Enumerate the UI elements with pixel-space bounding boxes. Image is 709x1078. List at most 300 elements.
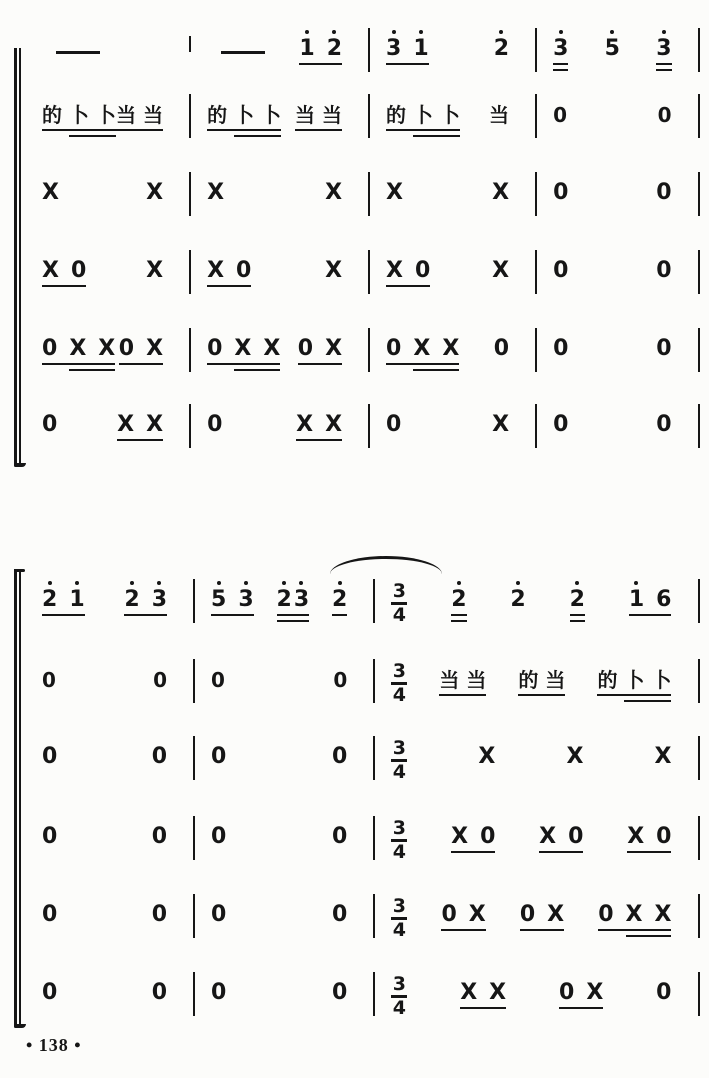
beam-line-row — [439, 694, 486, 699]
beam-line — [298, 363, 342, 368]
measure — [375, 894, 697, 941]
octave-dot-icon — [575, 581, 579, 585]
notes-row — [439, 669, 486, 693]
measure — [537, 104, 697, 140]
notes-row — [153, 669, 167, 693]
measure — [195, 745, 373, 782]
note-glyph: 2 — [510, 587, 526, 612]
measure — [375, 736, 697, 783]
note-glyph: 0 — [553, 412, 569, 437]
note-group — [553, 259, 568, 296]
part-row-percussion-1 — [26, 705, 700, 782]
note — [152, 745, 167, 769]
note — [42, 981, 57, 1005]
note — [413, 104, 433, 127]
note-glyph: 0 — [42, 902, 58, 927]
time-signature — [391, 894, 407, 941]
note — [547, 903, 564, 927]
note-glyph: 0 — [211, 902, 227, 927]
note-glyph: 的 — [518, 668, 539, 692]
music-system-2 — [12, 563, 700, 1023]
notes-row — [333, 669, 347, 693]
note — [386, 259, 403, 283]
beam-line-row — [492, 439, 509, 444]
beam-spacer — [442, 365, 459, 368]
beam-line-row — [152, 771, 167, 776]
part-row-percussion-4 — [26, 374, 700, 450]
beam-line-row — [441, 929, 485, 934]
measure — [26, 745, 193, 782]
beam-line — [207, 285, 251, 290]
note-glyph: X — [492, 412, 510, 437]
note-group — [332, 581, 347, 625]
note — [656, 581, 671, 612]
note-glyph: X — [234, 336, 252, 361]
part-row-percussion-4 — [26, 940, 700, 1018]
notes-row — [494, 30, 509, 62]
notes-row — [559, 981, 603, 1006]
octave-dot-icon — [75, 581, 79, 585]
beam-spacer — [545, 696, 565, 699]
note-glyph: 3 — [151, 587, 167, 612]
beam-line-row — [518, 694, 565, 699]
note — [261, 104, 281, 127]
note-group — [518, 669, 565, 705]
note-glyph: 0 — [151, 902, 167, 927]
note-glyph: X — [539, 824, 557, 849]
note — [234, 337, 251, 361]
note — [42, 669, 56, 692]
note-glyph: 0 — [297, 336, 314, 361]
beam-line-row — [386, 63, 429, 68]
octave-dot-icon — [457, 581, 461, 585]
notes-row — [386, 181, 403, 206]
notes-row — [325, 181, 342, 206]
notes-row — [332, 745, 347, 770]
note-group — [553, 104, 567, 140]
bracket-top-hook — [14, 569, 25, 572]
beam-spacer — [626, 931, 643, 934]
note — [332, 903, 347, 927]
held-note-dash — [56, 51, 100, 54]
note — [415, 259, 430, 283]
note — [211, 581, 226, 612]
measure — [537, 259, 697, 296]
beam-line-row — [117, 445, 163, 450]
beam-spacer — [116, 131, 136, 134]
note — [325, 413, 342, 437]
beam-line-row — [478, 771, 495, 776]
beam-line — [598, 929, 671, 934]
octave-dot-icon — [338, 581, 342, 585]
note-glyph: 当 — [466, 668, 487, 692]
octave-dot-icon — [282, 581, 286, 585]
beam-line-row — [325, 207, 342, 212]
note — [325, 337, 342, 361]
notes-row — [42, 981, 57, 1006]
measure — [191, 337, 368, 374]
beam-line-row — [605, 63, 620, 68]
measure — [195, 581, 373, 625]
note — [451, 581, 466, 612]
notes-row — [119, 337, 163, 362]
note-group — [656, 981, 671, 1018]
beam-spacer — [332, 616, 347, 619]
beam-line-row — [119, 363, 163, 368]
notes-row — [42, 413, 57, 438]
note — [520, 903, 535, 927]
beam-line — [211, 614, 254, 619]
beam-line-row — [553, 129, 567, 134]
notes-row — [332, 581, 347, 613]
beam-spacer — [441, 931, 456, 934]
note-group — [211, 903, 226, 940]
beam-line-row — [152, 851, 167, 856]
beam-line-row — [539, 851, 583, 856]
note — [42, 745, 57, 769]
note-group — [494, 30, 509, 74]
beam-line-row — [207, 363, 280, 368]
beam-spacer — [520, 931, 535, 934]
measure — [370, 337, 535, 374]
note-glyph: 2 — [326, 36, 343, 61]
note — [298, 337, 313, 361]
note — [460, 981, 477, 1005]
beam-line-row — [656, 207, 671, 212]
note-group — [656, 30, 671, 74]
notes-row — [553, 337, 568, 362]
system-rows — [26, 563, 700, 1023]
note-glyph: 0 — [211, 824, 227, 849]
note — [386, 181, 403, 205]
note-group — [211, 581, 254, 625]
measure — [26, 413, 189, 450]
measure — [191, 104, 368, 140]
beam-line-row — [42, 129, 116, 134]
note-glyph: 3 — [293, 587, 310, 612]
beam-line-row — [333, 694, 347, 699]
note-glyph: 0 — [207, 412, 223, 437]
note — [294, 581, 309, 612]
notes-row — [152, 903, 167, 928]
beam-line — [627, 851, 671, 856]
beam-line — [124, 614, 167, 619]
beam-line-row — [655, 771, 672, 776]
note — [42, 337, 57, 361]
beam-spacer — [42, 616, 57, 619]
note — [117, 413, 134, 437]
note — [146, 337, 163, 361]
beam-line-row — [42, 851, 57, 856]
note-glyph: 卜 — [261, 103, 282, 127]
note-glyph: 0 — [151, 744, 167, 769]
beam-spacer — [559, 1009, 574, 1012]
beam-line-row — [494, 363, 509, 368]
beam-spacer — [656, 65, 671, 68]
measure — [375, 972, 697, 1019]
time-signature-numerator: 3 — [392, 972, 406, 995]
notes-row — [152, 745, 167, 770]
notes-row — [296, 413, 342, 438]
beam-spacer — [152, 616, 167, 619]
note-glyph: 0 — [656, 824, 672, 849]
measure — [191, 181, 368, 218]
notes-row — [553, 104, 567, 128]
notes-row — [656, 981, 671, 1006]
note-glyph: 0 — [598, 902, 614, 927]
notes-row — [42, 903, 57, 928]
beam-line-row — [295, 129, 342, 134]
note — [332, 581, 347, 612]
notes-row — [658, 104, 672, 128]
note-group — [553, 181, 568, 218]
beam-line-row — [207, 285, 251, 290]
note — [96, 104, 116, 127]
note-group — [152, 825, 167, 862]
note — [478, 745, 495, 769]
beam-spacer — [386, 365, 401, 368]
beam-line — [656, 63, 671, 68]
beam-line-row — [42, 285, 86, 290]
barline — [698, 816, 701, 860]
beam-spacer — [119, 365, 134, 368]
beam-line — [539, 851, 583, 856]
note — [518, 669, 538, 692]
note-glyph: 1 — [299, 36, 315, 61]
note-group — [152, 745, 167, 782]
note — [333, 669, 347, 692]
beam-line-row — [598, 929, 671, 934]
beam-spacer — [480, 853, 495, 856]
beam-line — [277, 614, 310, 619]
note-group — [296, 413, 342, 450]
notes-row — [570, 581, 585, 613]
note-group — [386, 337, 459, 374]
beam-line-row — [656, 445, 671, 450]
beam-line — [386, 63, 429, 68]
note-group — [295, 104, 342, 140]
time-signature — [391, 816, 407, 863]
note-group — [42, 259, 86, 296]
beam-spacer — [539, 853, 556, 856]
notes-row — [42, 825, 57, 850]
note-group — [146, 181, 163, 218]
note-group — [42, 903, 57, 940]
notes-row — [460, 981, 506, 1006]
note-glyph: X — [207, 258, 225, 283]
beam-line — [386, 129, 460, 134]
notes-row — [332, 903, 347, 928]
beam-line-row — [146, 285, 163, 290]
note-group — [333, 669, 347, 705]
notes-row — [492, 413, 509, 438]
beam-line-row — [559, 1013, 603, 1018]
beam-line-row — [296, 445, 342, 450]
beam-line — [451, 851, 495, 856]
note — [295, 104, 315, 127]
beam-line-row — [207, 129, 281, 134]
beam-spacer — [451, 853, 468, 856]
beam-spacer — [547, 931, 564, 934]
note — [655, 745, 672, 769]
note-group — [116, 104, 163, 140]
note-glyph: 2 — [451, 587, 467, 612]
notes-row — [277, 581, 310, 613]
octave-dot-icon — [244, 581, 248, 585]
beam-line-row — [332, 771, 347, 776]
beam-line-row — [296, 439, 342, 444]
note-group — [42, 745, 57, 782]
note — [207, 104, 227, 127]
beam-spacer — [234, 131, 254, 134]
part-row-percussion-3 — [26, 862, 700, 940]
beam-spacer — [299, 65, 314, 68]
beam-spacer — [42, 287, 59, 290]
note-group — [211, 825, 226, 862]
note-group — [146, 259, 163, 296]
note — [413, 30, 428, 61]
note — [296, 413, 313, 437]
note-glyph: 1 — [413, 36, 429, 61]
note — [42, 259, 59, 283]
octave-dot-icon — [559, 30, 563, 34]
note — [656, 181, 671, 205]
beam-line — [42, 129, 116, 134]
notes-row — [441, 903, 485, 928]
note-group — [627, 825, 671, 862]
beam-spacer — [69, 616, 84, 619]
octave-dot-icon — [634, 581, 638, 585]
beam-line-row — [460, 1013, 506, 1018]
beam-line-row — [386, 439, 401, 444]
note-group — [492, 413, 509, 450]
note — [553, 104, 567, 127]
note-glyph: 卜 — [96, 103, 116, 127]
beam-line-row — [386, 129, 460, 134]
note — [146, 259, 163, 283]
notes-row — [42, 259, 86, 284]
note-glyph: 的 — [42, 103, 62, 127]
note-glyph: 3 — [656, 36, 672, 61]
note-group — [386, 30, 429, 74]
part-row-percussion-2 — [26, 782, 700, 862]
note — [211, 669, 225, 692]
note-group — [656, 413, 671, 450]
measure — [195, 903, 373, 940]
octave-dot-icon — [499, 30, 503, 34]
beam-line-row — [42, 207, 59, 212]
note-glyph: 0 — [42, 980, 58, 1005]
beam-line-row — [146, 207, 163, 212]
note-glyph: X — [413, 336, 431, 361]
note-glyph: 5 — [211, 587, 227, 612]
beam-line-row — [656, 285, 671, 290]
barline — [698, 328, 701, 372]
notes-row — [386, 259, 430, 284]
note-glyph: 卜 — [651, 668, 672, 692]
measure — [195, 825, 373, 862]
note-group — [211, 981, 226, 1018]
beam-line-row — [386, 285, 430, 290]
barline — [698, 736, 701, 780]
note-glyph: X — [492, 258, 510, 283]
barline — [698, 94, 701, 138]
notes-row — [656, 30, 671, 62]
beam-spacer — [146, 441, 163, 444]
note — [553, 413, 568, 437]
note-group — [42, 181, 59, 218]
note-group — [658, 104, 672, 140]
measure — [370, 104, 535, 140]
note-glyph: 卜 — [234, 103, 255, 127]
note-glyph: 0 — [42, 668, 56, 692]
measure — [370, 413, 535, 450]
note-group — [386, 259, 430, 296]
notes-row — [386, 30, 429, 62]
note-group — [299, 30, 342, 74]
note — [566, 745, 583, 769]
note-glyph: 0 — [42, 336, 58, 361]
notes-row — [299, 30, 342, 62]
note-group — [656, 259, 671, 296]
note-group — [325, 181, 342, 218]
beam-line-row — [553, 363, 568, 368]
notes-row — [207, 337, 280, 362]
beam-line — [296, 439, 342, 444]
beam-spacer — [586, 1009, 603, 1012]
notes-row — [207, 413, 222, 438]
note-glyph: X — [146, 412, 164, 437]
note — [492, 259, 509, 283]
notes-row — [42, 337, 115, 362]
beam-spacer — [629, 616, 644, 619]
notes-row — [332, 981, 347, 1006]
beam-spacer — [143, 131, 163, 134]
beam-line — [597, 694, 671, 699]
notes-row — [478, 745, 495, 770]
note-glyph: X — [386, 180, 404, 205]
note — [451, 825, 468, 849]
note-glyph: 卜 — [413, 103, 434, 127]
notes-row — [295, 104, 342, 128]
note-group — [386, 413, 401, 450]
note-glyph: 0 — [441, 902, 457, 927]
measure — [26, 981, 193, 1018]
note-glyph: 0 — [657, 103, 672, 127]
note — [489, 981, 506, 1005]
note-group — [152, 903, 167, 940]
beam-line-row — [570, 614, 585, 619]
note-group — [629, 581, 672, 625]
note — [69, 104, 89, 127]
beam-spacer — [413, 131, 433, 134]
note-glyph: X — [627, 824, 645, 849]
beam-spacer — [327, 65, 342, 68]
notes-row — [656, 181, 671, 206]
measure — [26, 825, 193, 862]
beam-line-row — [42, 439, 57, 444]
note-glyph: X — [625, 902, 643, 927]
note-glyph: 0 — [656, 980, 672, 1005]
notes-row — [520, 903, 564, 928]
beam-spacer — [261, 131, 281, 134]
beam-line — [42, 363, 115, 368]
note-group — [332, 903, 347, 940]
octave-dot-icon — [217, 581, 221, 585]
beam-line-row — [553, 445, 568, 450]
beam-spacer — [651, 696, 671, 699]
notes-row — [386, 104, 460, 128]
